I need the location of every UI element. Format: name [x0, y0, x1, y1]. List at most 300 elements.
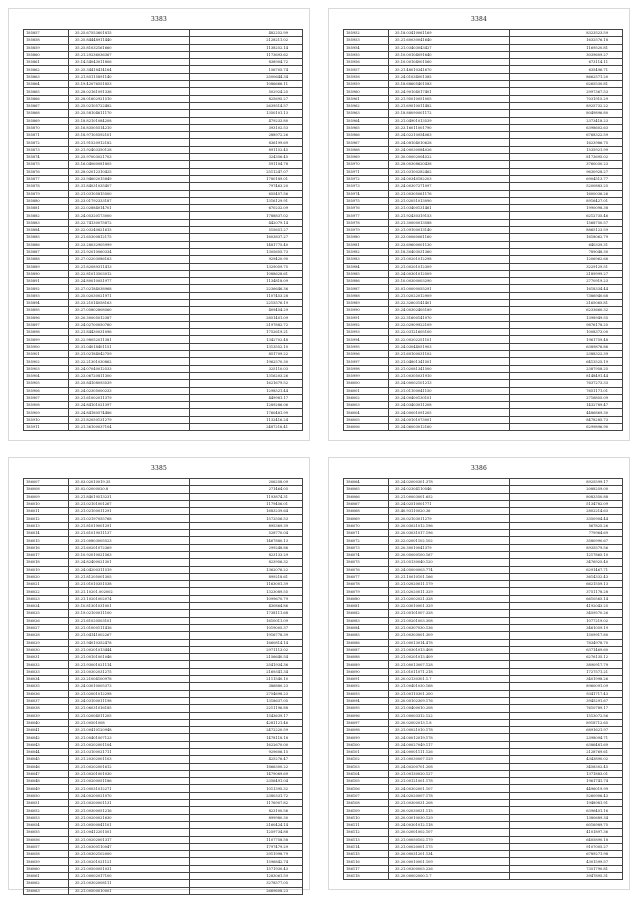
record-code-cell: 35.21.00201021121: [69, 858, 190, 865]
record-id-cell: 185993: [344, 329, 389, 336]
record-id-cell: 185960: [344, 88, 389, 95]
record-value-cell: 1621679.52: [190, 380, 303, 387]
record-id-cell: 186000: [344, 380, 389, 387]
record-value-cell: 3947895.31: [510, 873, 623, 880]
record-id-cell: 186046: [24, 763, 69, 770]
record-value-cell: 3760030.23: [510, 161, 623, 168]
record-code-cell: 35.22.02909922109: [389, 321, 510, 328]
record-id-cell: 185956: [344, 59, 389, 66]
table-row: [24, 307, 303, 314]
record-value-cell: 1206962.66: [510, 256, 623, 263]
table-row: [24, 256, 303, 263]
table-row: [24, 522, 303, 529]
record-id-cell: 185863: [24, 73, 69, 80]
record-value-cell: 2716855.09: [510, 394, 623, 401]
record-code-cell: 35.21.92430319153: [389, 212, 510, 219]
record-code-cell: 35.21.00050102.179: [389, 836, 510, 843]
record-code-cell: 35.18.30403031360: [389, 248, 510, 255]
record-code-cell: 35.20.00031201.134: [389, 851, 510, 858]
record-value-cell: 409454.29: [190, 307, 303, 314]
table-row: [24, 690, 303, 697]
record-value-cell: 8662571.20: [510, 73, 623, 80]
table-row: [344, 336, 623, 343]
table-row: [24, 493, 303, 500]
record-id-cell: 185906: [24, 387, 69, 394]
record-code-cell: 35.21.04801341501: [389, 358, 510, 365]
record-id-cell: 185865: [24, 88, 69, 95]
record-code-cell: 35.25.34418414164: [69, 66, 190, 73]
record-code-cell: 35.10.00104091640: [389, 51, 510, 58]
table-row: [24, 278, 303, 285]
record-id-cell: 185904: [24, 372, 69, 379]
record-code-cell: 35.25.84448911440: [69, 37, 190, 44]
record-code-cell: 35.21.20302001103: [69, 756, 190, 763]
record-value-cell: 655457.56: [190, 190, 303, 197]
record-code-cell: 35.20.02103011279: [389, 515, 510, 522]
record-code-cell: 35.21.02184042759: [69, 351, 190, 358]
record-id-cell: 186084: [344, 624, 389, 631]
record-id-cell: 185883: [24, 219, 69, 226]
record-id-cell: 185962: [344, 102, 389, 109]
record-code-cell: 35.21.00410120948: [69, 727, 190, 734]
record-code-cell: 35.21.10201002074: [69, 595, 190, 602]
record-code-cell: 35.21.00400010.208: [389, 705, 510, 712]
record-code-cell: 35.21.02020011.179: [389, 581, 510, 588]
record-code-cell: 35.24.08104010628: [389, 139, 510, 146]
record-value-cell: 2197882.72: [190, 321, 303, 328]
table-row: [344, 51, 623, 58]
record-id-cell: 186095: [344, 705, 389, 712]
record-code-cell: 35.23.21004100978: [69, 676, 190, 683]
record-value-cell: 929606.15: [190, 748, 303, 755]
record-value-cell: 1176907.82: [190, 800, 303, 807]
record-code-cell: 35.16.83505514210: [69, 124, 190, 131]
table-row: [344, 770, 623, 777]
table-row: [24, 778, 303, 785]
table-row: [344, 278, 623, 285]
record-id-cell: 186075: [344, 559, 389, 566]
record-code-cell: 35.20.00002000.1.7: [389, 873, 510, 880]
record-value-cell: 1596842.74: [190, 858, 303, 865]
record-value-cell: 1086666.11: [190, 81, 303, 88]
table-row: [24, 610, 303, 617]
record-code-cell: 35.28.01602921510: [69, 95, 190, 102]
record-code-cell: 35.16.04060081805: [69, 161, 190, 168]
record-id-cell: 186068: [344, 508, 389, 515]
record-id-cell: 185997: [344, 358, 389, 365]
record-code-cell: 35.21.61020503101: [69, 617, 190, 624]
record-value-cell: 2802214.63: [510, 508, 623, 515]
table-row: [24, 37, 303, 44]
record-value-cell: 1603837.27: [190, 234, 303, 241]
table-row: [24, 336, 303, 343]
table-row: [344, 30, 623, 37]
record-code-cell: 35.21.00201012298: [389, 256, 510, 263]
table-row: [24, 329, 303, 336]
table-row: [24, 161, 303, 168]
record-value-cell: 1134818.09: [190, 278, 303, 285]
record-code-cell: 35.20.02130301.1.7: [389, 676, 510, 683]
record-value-cell: 823133.29: [190, 551, 303, 558]
record-id-cell: 186115: [344, 851, 389, 858]
table-row: [344, 697, 623, 704]
table-row: [344, 559, 623, 566]
record-code-cell: 35.20.02002013.1.8: [389, 719, 510, 726]
table-row: [24, 763, 303, 770]
record-id-cell: 186025: [24, 610, 69, 617]
record-value-cell: 502924.25: [190, 88, 303, 95]
record-table: [23, 29, 303, 431]
table-row: [24, 154, 303, 161]
table-row: [344, 416, 623, 423]
record-value-cell: 449981.17: [190, 394, 303, 401]
record-id-cell: 186037: [24, 697, 69, 704]
table-row: [24, 624, 303, 631]
record-id-cell: 185961: [344, 95, 389, 102]
table-row: [344, 493, 623, 500]
table-row: [24, 314, 303, 321]
record-id-cell: 186017: [24, 551, 69, 558]
record-code-cell: 35.21.61002011379: [69, 394, 190, 401]
table-row: [24, 372, 303, 379]
table-row: [24, 479, 303, 486]
table-row: [344, 424, 623, 431]
record-id-cell: 185971: [344, 168, 389, 175]
record-code-cell: 35.21.69010011482: [389, 102, 510, 109]
table-row: [344, 522, 623, 529]
record-id-cell: 186071: [344, 530, 389, 537]
table-row: [24, 829, 303, 836]
record-code-cell: 35.10.92010021563: [69, 551, 190, 558]
record-code-cell: 35.23.69600001130: [389, 241, 510, 248]
record-value-cell: 7637273.33: [510, 380, 623, 387]
record-value-cell: 779964.69: [510, 530, 623, 537]
table-row: [24, 139, 303, 146]
record-id-cell: 185893: [24, 292, 69, 299]
table-row: [344, 800, 623, 807]
record-value-cell: 1948981.91: [510, 800, 623, 807]
record-id-cell: 185966: [344, 132, 389, 139]
table-row: [344, 321, 623, 328]
table-row: [344, 88, 623, 95]
record-id-cell: 186112: [344, 829, 389, 836]
table-row: [344, 190, 623, 197]
record-code-cell: 35.21.00110301.200: [389, 690, 510, 697]
record-value-cell: 271464.05: [190, 486, 303, 493]
record-code-cell: 35.31.04018401151: [69, 343, 190, 350]
record-code-cell: 35.03.02010019.35: [69, 479, 190, 486]
table-row: [24, 270, 303, 277]
record-value-cell: 299248.86: [190, 544, 303, 551]
table-row: [344, 314, 623, 321]
record-value-cell: 1961759.48: [510, 336, 623, 343]
record-id-cell: 185995: [344, 343, 389, 350]
record-value-cell: 2754698.23: [190, 690, 303, 697]
record-value-cell: 206258.09: [190, 479, 303, 486]
table-row: [344, 372, 623, 379]
record-code-cell: 35.22.81013503012: [69, 270, 190, 277]
record-id-cell: 186039: [24, 712, 69, 719]
record-code-cell: 35.21.00101001046: [69, 654, 190, 661]
record-table: [343, 478, 623, 880]
record-code-cell: 35.27.02203086163: [69, 256, 190, 263]
record-value-cell: 838904.72: [190, 59, 303, 66]
table-row: [344, 500, 623, 507]
record-code-cell: 35.10.00300003290: [389, 278, 510, 285]
record-id-cell: 185996: [344, 351, 389, 358]
record-code-cell: 35.21.00500010001: [69, 887, 190, 894]
record-value-cell: 528770.04: [190, 530, 303, 537]
table-row: [24, 603, 303, 610]
record-id-cell: 186093: [344, 690, 389, 697]
record-value-cell: 4101897.36: [510, 829, 623, 836]
record-value-cell: 442079.14: [190, 219, 303, 226]
record-value-cell: 2356491.04: [190, 778, 303, 785]
record-value-cell: 2487216.41: [190, 424, 303, 431]
record-id-cell: 186070: [344, 522, 389, 529]
record-code-cell: 35.22.31600141070: [389, 314, 510, 321]
record-value-cell: 3350904.44: [510, 515, 623, 522]
record-value-cell: 5200883.25: [510, 183, 623, 190]
record-id-cell: 186100: [344, 741, 389, 748]
table-row: [24, 566, 303, 573]
table-row: [24, 515, 303, 522]
record-code-cell: 35.21.02020011.329: [389, 588, 510, 595]
record-code-cell: 35.20.02030031.115: [389, 807, 510, 814]
record-value-cell: 1618334.44: [510, 285, 623, 292]
table-row: [344, 73, 623, 80]
record-id-cell: 185903: [24, 365, 69, 372]
record-value-cell: 640339.31: [510, 241, 623, 248]
table-row: [344, 146, 623, 153]
table-row: [344, 668, 623, 675]
record-code-cell: 35.24.03403011208: [389, 402, 510, 409]
record-code-cell: 35.31.84031035407: [69, 183, 190, 190]
record-value-cell: 1683239.64: [190, 508, 303, 515]
page-number: 3385: [150, 465, 168, 472]
record-id-cell: 185868: [24, 110, 69, 117]
table-row: [344, 603, 623, 610]
table-row: [344, 544, 623, 551]
record-code-cell: 35.24.05320173000: [69, 212, 190, 219]
table-row: [344, 351, 623, 358]
table-row: [344, 814, 623, 821]
record-code-cell: 35.21.00002017100: [69, 873, 190, 880]
record-value-cell: 2169341.34: [190, 668, 303, 675]
record-value-cell: 2215576.19: [190, 299, 303, 306]
record-id-cell: 185911: [24, 424, 69, 431]
record-value-cell: 6405890.18: [510, 836, 623, 843]
record-code-cell: 35.25.67553601815: [69, 30, 190, 37]
table-row: [24, 661, 303, 668]
record-code-cell: 35.21.84430031096: [69, 329, 190, 336]
table-row: [24, 424, 303, 431]
record-code-cell: 35.20.03021012.196: [389, 522, 510, 529]
record-id-cell: 185899: [24, 336, 69, 343]
record-id-cell: 185998: [344, 365, 389, 372]
record-id-cell: 186023: [24, 595, 69, 602]
record-id-cell: 185895: [24, 307, 69, 314]
record-id-cell: 185987: [344, 285, 389, 292]
table-row: [24, 537, 303, 544]
record-id-cell: 185869: [24, 117, 69, 124]
record-id-cell: 185955: [344, 51, 389, 58]
record-value-cell: 823100.56: [190, 807, 303, 814]
record-code-cell: 35.24.02510001771: [389, 500, 510, 507]
record-value-cell: 1535921.99: [510, 146, 623, 153]
record-code-cell: 35.21.10010101.166: [389, 573, 510, 580]
record-code-cell: 35.21.00021010.178: [389, 727, 510, 734]
record-value-cell: 5134782.09: [510, 500, 623, 507]
record-id-cell: 185985: [344, 270, 389, 277]
record-value-cell: 2472220.59: [190, 727, 303, 734]
record-code-cell: 35.21.02100011291: [69, 508, 190, 515]
record-id-cell: 185974: [344, 190, 389, 197]
record-value-cell: 1610011.09: [190, 617, 303, 624]
table-row: [24, 351, 303, 358]
record-value-cell: 2511247.07: [190, 168, 303, 175]
record-code-cell: 35.21.02051013090: [389, 197, 510, 204]
table-row: [344, 197, 623, 204]
document-page-2: [328, 8, 630, 441]
record-value-cell: 836199.69: [190, 139, 303, 146]
table-row: [344, 241, 623, 248]
record-value-cell: 1132416.24: [190, 416, 303, 423]
record-id-cell: 186059: [24, 858, 69, 865]
record-code-cell: 35.21.00013014.478: [389, 639, 510, 646]
record-value-cell: 2387958.25: [510, 365, 623, 372]
table-row: [24, 573, 303, 580]
record-id-cell: 185910: [24, 416, 69, 423]
record-value-cell: 1990098.38: [510, 205, 623, 212]
record-code-cell: 35.21.36100037104: [69, 424, 190, 431]
record-code-cell: 35.21.60201072369: [69, 544, 190, 551]
record-code-cell: 35.40.93110020.36: [389, 508, 510, 515]
table-row: [24, 741, 303, 748]
record-value-cell: 3461059.19: [510, 624, 623, 631]
record-code-cell: 35.24.84101021397: [69, 402, 190, 409]
table-row: [344, 270, 623, 277]
table-row: [344, 285, 623, 292]
table-row: [344, 95, 623, 102]
table-row: [344, 343, 623, 350]
table-row: [24, 500, 303, 507]
page-number: 3386: [470, 465, 488, 472]
record-code-cell: 35.24.00027049.117: [389, 741, 510, 748]
record-value-cell: 6371469.60: [510, 646, 623, 653]
record-value-cell: 2971113.02: [190, 646, 303, 653]
record-value-cell: 1350101.13: [190, 110, 303, 117]
record-id-cell: 185891: [24, 278, 69, 285]
table-row: [24, 88, 303, 95]
table-row: [344, 821, 623, 828]
record-id-cell: 186052: [24, 807, 69, 814]
record-id-cell: 186032: [24, 661, 69, 668]
record-value-cell: 1479069.69: [190, 770, 303, 777]
record-value-cell: 4343890.02: [510, 756, 623, 763]
record-value-cell: 1313552.10: [190, 343, 303, 350]
record-value-cell: 8323523.59: [510, 30, 623, 37]
record-value-cell: 2373418.23: [510, 117, 623, 124]
table-row: [344, 836, 623, 843]
record-code-cell: 35.23.21014058163: [69, 299, 190, 306]
record-value-cell: 2770919.23: [510, 278, 623, 285]
record-code-cell: 35.24.00012019.178: [389, 734, 510, 741]
record-value-cell: 8925599.17: [510, 479, 623, 486]
record-value-cell: 515651.27: [190, 227, 303, 234]
record-value-cell: 895369.39: [190, 522, 303, 529]
table-row: [344, 756, 623, 763]
table-row: [24, 146, 303, 153]
table-row: [24, 785, 303, 792]
record-value-cell: 1077219.02: [510, 617, 623, 624]
table-row: [344, 741, 623, 748]
record-code-cell: 35.24.03100011198: [69, 697, 190, 704]
record-value-cell: 2669608.23: [190, 887, 303, 894]
record-code-cell: 35.21.82089311413: [69, 263, 190, 270]
table-row: [24, 697, 303, 704]
table-row: [24, 814, 303, 821]
record-id-cell: 186063: [24, 887, 69, 894]
record-id-cell: 185953: [344, 37, 389, 44]
table-row: [24, 807, 303, 814]
record-value-cell: 3580990.67: [510, 537, 623, 544]
record-value-cell: 8173695.02: [510, 154, 623, 161]
record-code-cell: 35.21.61019011137: [69, 530, 190, 537]
record-id-cell: 186036: [24, 690, 69, 697]
record-value-cell: 6291467.71: [510, 566, 623, 573]
record-code-cell: 35.21.00200051186: [69, 778, 190, 785]
record-value-cell: 7610789.17: [510, 705, 623, 712]
record-code-cell: 35.24.00301012.118: [389, 821, 510, 828]
record-id-cell: 186101: [344, 748, 389, 755]
table-row: [24, 248, 303, 255]
table-row: [24, 197, 303, 204]
record-id-cell: 186113: [344, 836, 389, 843]
record-id-cell: 186102: [344, 756, 389, 763]
record-code-cell: 35.21.48010341670: [389, 66, 510, 73]
table-row: [344, 508, 623, 515]
record-value-cell: 8925732.22: [510, 102, 623, 109]
record-id-cell: 185900: [24, 343, 69, 350]
record-code-cell: 35.21.00013007.128: [389, 661, 510, 668]
table-row: [24, 117, 303, 124]
record-code-cell: 35.24.00001091205: [389, 409, 510, 416]
record-code-cell: 35.22.00202251101: [389, 336, 510, 343]
table-row: [344, 183, 623, 190]
record-id-cell: 185980: [344, 234, 389, 241]
table-row: [24, 124, 303, 131]
record-value-cell: 1481775.40: [190, 241, 303, 248]
record-code-cell: 35.24.00301012509: [389, 270, 510, 277]
record-id-cell: 186045: [24, 756, 69, 763]
table-row: [344, 683, 623, 690]
record-value-cell: 567825.26: [510, 522, 623, 529]
record-id-cell: 185907: [24, 394, 69, 401]
record-code-cell: 35.18.68605401583: [389, 81, 510, 88]
record-code-cell: 35.21.05130040.120: [389, 559, 510, 566]
record-id-cell: 186028: [24, 632, 69, 639]
record-id-cell: 186026: [24, 617, 69, 624]
record-id-cell: 186047: [24, 770, 69, 777]
record-code-cell: 35.21.00200021630: [69, 814, 190, 821]
record-code-cell: 35.19.02100011100: [69, 610, 190, 617]
record-id-cell: 185892: [24, 285, 69, 292]
record-value-cell: 9341717.43: [510, 690, 623, 697]
record-id-cell: 186018: [24, 559, 69, 566]
record-value-cell: 1323089.55: [190, 588, 303, 595]
record-id-cell: 186006: [344, 424, 389, 431]
